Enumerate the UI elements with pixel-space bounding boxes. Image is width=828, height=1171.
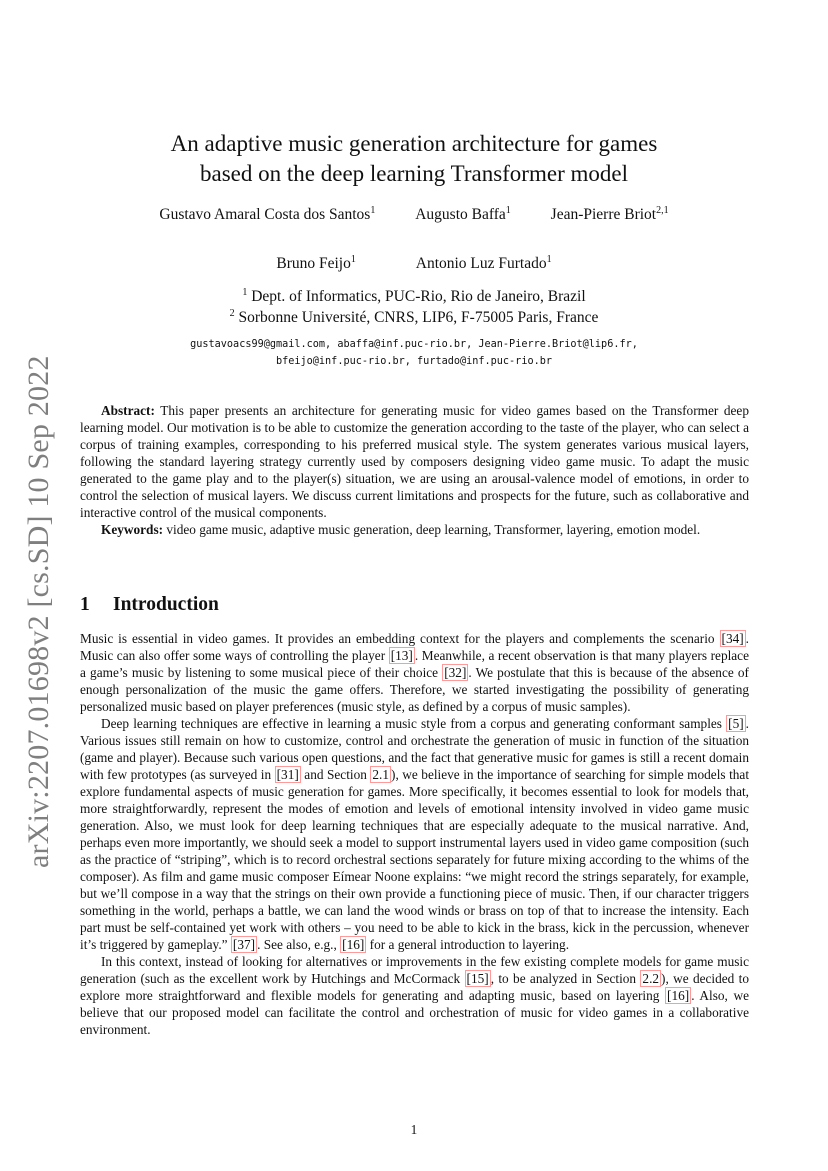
page-number: 1	[410, 1122, 418, 1137]
affiliation-2: $^2$ Sorbonne Université, CNRS, LIP6, F-75005 Paris, France	[229, 307, 599, 326]
keywords-paragraph	[80, 521, 749, 538]
paragraph: Music is essential in video games. It provides an embedding context for the players and complements the scenario [34] . Music can also offer some ways of controlling the player [13] . Meanwhile, a recent observation is that many players replace a game’s music by listening to some musical piece of their choice [32] . We postulate that this is because of the absence of enough personalization of the music the game offers. Therefore, we started investigating the possibility of generating personalized music based on player preferences (music style, as defined by a corpus of music samples).	[80, 631, 749, 714]
citation-link[interactable]: [31]	[276, 767, 299, 782]
paragraph: Deep learning techniques are effective in learning a music style from a corpus and generating conformant samples [5] . Various issues still remain on how to customize, control and orchestrate the generation of music in function of the situation (game and player). Because such various open questions, and the fact that generative music for games is still a recent domain with few prototypes (as surveyed in [31] and Section 2.1 ), we believe in the importance of searching for simple models that explore fundamental aspects of music generation for games. More specifically, it becomes essential to look for models that, more straightforwardly, represent the modes of emotion and levels of emotional intensity involved in video game music generation. Also, we must look for deep learning techniques that are especially adequate to the musical narrative. And, perhaps even more importantly, we should seek a model to support instrumental layers used in video game composition (such as the practice of “striping”, which is to record orchestral sections separately for future mixing according to the whims of the composer). As film and game music composer Eímear Noone explains: “we might record the strings separately, for example, but we’ll compose in a way that the strings on their own provide a functioning piece of music. Then, if our character triggers something in the world, perhaps a battle, we can land the wood winds or brass on top of that to increase the intensity. Each part must be self-contained yet work with others – you need to be able to kick in the brass, kick in the percussion, whenever it’s triggered by gameplay.” [37] . See also, e.g., [16] for a general introduction to layering.	[80, 716, 750, 952]
section-heading	[80, 594, 219, 616]
author-emails	[80, 336, 748, 370]
citation-link[interactable]: [16]	[342, 937, 365, 952]
citation-link[interactable]: [13]	[390, 648, 413, 663]
paper-title	[80, 129, 748, 189]
emails-line-1: gustavoacs99@gmail.com, abaffa@inf.puc-rio.br, Jean-Pierre.Briot@lip6.fr,	[190, 339, 638, 350]
title-line-2: based on the deep learning Transformer model	[200, 161, 628, 186]
authors-row-2	[80, 255, 748, 273]
author: Jean-Pierre Briot$^{2,1}$	[550, 204, 669, 223]
affiliations	[80, 286, 748, 328]
abstract-text: This paper presents an architecture for generating music for video games based on the Transformer deep learning model. Our motivation is to be able to customize the generation according to the taste of the player, who can select a corpus of training examples, corresponding to his preferred musical style. The system generates various musical layers, following the standard layering strategy currently used by composers designing video game music. To adapt the music generated to the game play and to the player(s) situation, we are using an arousal-valence model of emotions, in order to control the selection of musical layers. We discuss current limitations and prospects for the future, such as collaborative and interactive control of the musical components.	[80, 403, 749, 520]
arxiv-identifier: arXiv:2207.01698v2 [cs.SD] 10 Sep 2022	[22, 355, 55, 868]
keywords-label: Keywords:	[101, 522, 164, 537]
author: Gustavo Amaral Costa dos Santos$^1$	[159, 204, 376, 223]
section-ref-link[interactable]: 2.2	[642, 971, 660, 986]
citation-link[interactable]: [34]	[721, 631, 744, 646]
authors-row-1	[80, 206, 748, 224]
emails-line-2: bfeijo@inf.puc-rio.br, furtado@inf.puc-rio.br	[275, 356, 552, 367]
abstract-paragraph	[80, 402, 749, 521]
author: Augusto Baffa$^1$	[415, 204, 511, 223]
citation-link[interactable]: [16]	[667, 988, 690, 1003]
affiliation-1: $^1$ Dept. of Informatics, PUC-Rio, Rio de Janeiro, Brazil	[242, 286, 586, 305]
author: Antonio Luz Furtado$^1$	[415, 253, 552, 272]
citation-link[interactable]: [37]	[232, 937, 256, 952]
paragraph: In this context, instead of looking for alternatives or improvements in the few existing complete models for game music generation (such as the excellent work by Hutchings and McCormack [15] , to be analyzed in Section 2.2 ), we decided to explore more straightforward and flexible models for generating and adapting music, based on layering [16] . Also, we believe that our proposed model can facilitate the control and orchestration of music for video games in a collaborative environment.	[80, 954, 750, 1037]
author: Bruno Feijo$^1$	[276, 253, 356, 272]
introduction-body	[80, 630, 749, 1038]
title-line-1: An adaptive music generation architecture for games	[170, 131, 658, 156]
citation-link[interactable]: [32]	[444, 665, 467, 680]
abstract-block	[80, 402, 749, 538]
citation-link[interactable]: [5]	[728, 716, 744, 731]
keywords-text: video game music, adaptive music generation, deep learning, Transformer, layering, emotion model.	[166, 522, 701, 537]
citation-link[interactable]: [15]	[466, 971, 489, 986]
section-ref-link[interactable]: 2.1	[372, 767, 390, 782]
abstract-label: Abstract:	[101, 403, 155, 418]
section-number: 1	[80, 594, 90, 615]
section-title: Introduction	[113, 594, 219, 615]
